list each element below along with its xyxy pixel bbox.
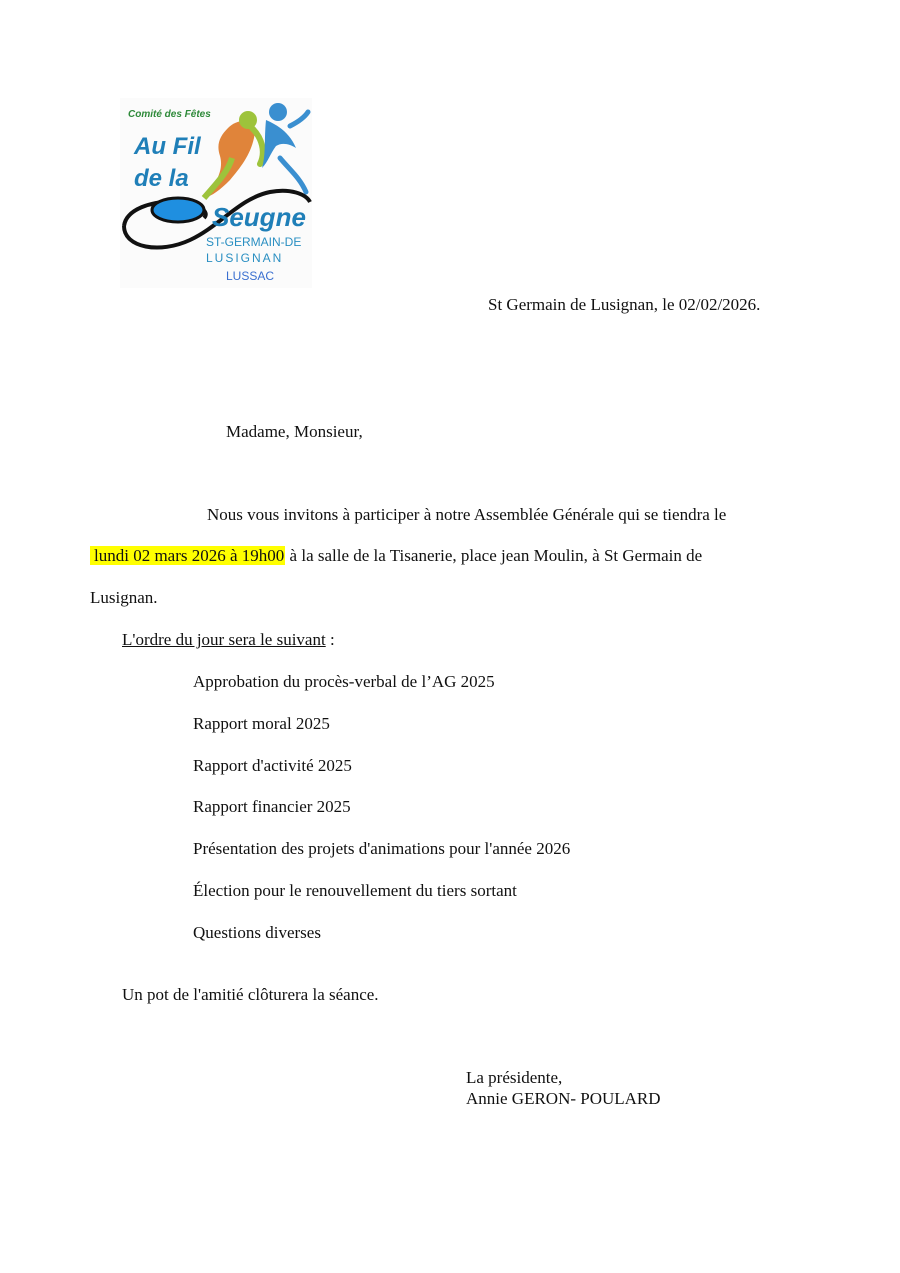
letter-date: St Germain de Lusignan, le 02/02/2026. — [488, 295, 761, 314]
closing-sentence: Un pot de l'amitié clôturera la séance. — [122, 985, 379, 1004]
intro-paragraph: Nous vous invitons à participer à notre Assemblée Générale qui se tiendra le — [207, 505, 727, 524]
signature-title: La présidente, — [466, 1068, 563, 1087]
salutation: Madame, Monsieur, — [226, 422, 363, 441]
agenda-item: Approbation du procès-verbal de l’AG 2025 — [193, 672, 495, 691]
agenda-item: Rapport financier 2025 — [193, 797, 351, 816]
agenda-item: Élection pour le renouvellement du tiers sortant — [193, 881, 517, 900]
agenda-colon: : — [325, 630, 335, 649]
association-logo — [120, 98, 312, 288]
agenda-item: Rapport moral 2025 — [193, 714, 330, 733]
agenda-item: Présentation des projets d'animations pour l'année 2026 — [193, 839, 571, 858]
meeting-location: à la salle de la Tisanerie, place jean Moulin, à St Germain de — [285, 546, 703, 565]
meeting-location-end: Lusignan. — [90, 588, 158, 607]
agenda-item: Questions diverses — [193, 923, 321, 942]
logo-text-seugne: Seugne — [212, 202, 306, 232]
highlighted-meeting-date: lundi 02 mars 2026 à 19h00 — [90, 546, 285, 565]
agenda-item: Rapport d'activité 2025 — [193, 756, 352, 775]
logo-text-lussac: LUSSAC — [226, 269, 275, 283]
meeting-details — [90, 546, 702, 566]
logo-text-st-germain: ST-GERMAIN-DE — [206, 235, 302, 249]
logo-text-de-la: de la — [134, 165, 189, 192]
agenda-title: L'ordre du jour sera le suivant — [122, 630, 326, 649]
agenda-heading — [118, 630, 335, 650]
logo-text-au-fil: Au Fil — [134, 133, 201, 160]
signature-name: Annie GERON- POULARD — [466, 1089, 661, 1108]
logo-text-lusignan: LUSIGNAN — [206, 251, 284, 265]
logo-graphic — [120, 98, 312, 288]
logo-text-comite: Comité des Fêtes — [128, 109, 211, 120]
